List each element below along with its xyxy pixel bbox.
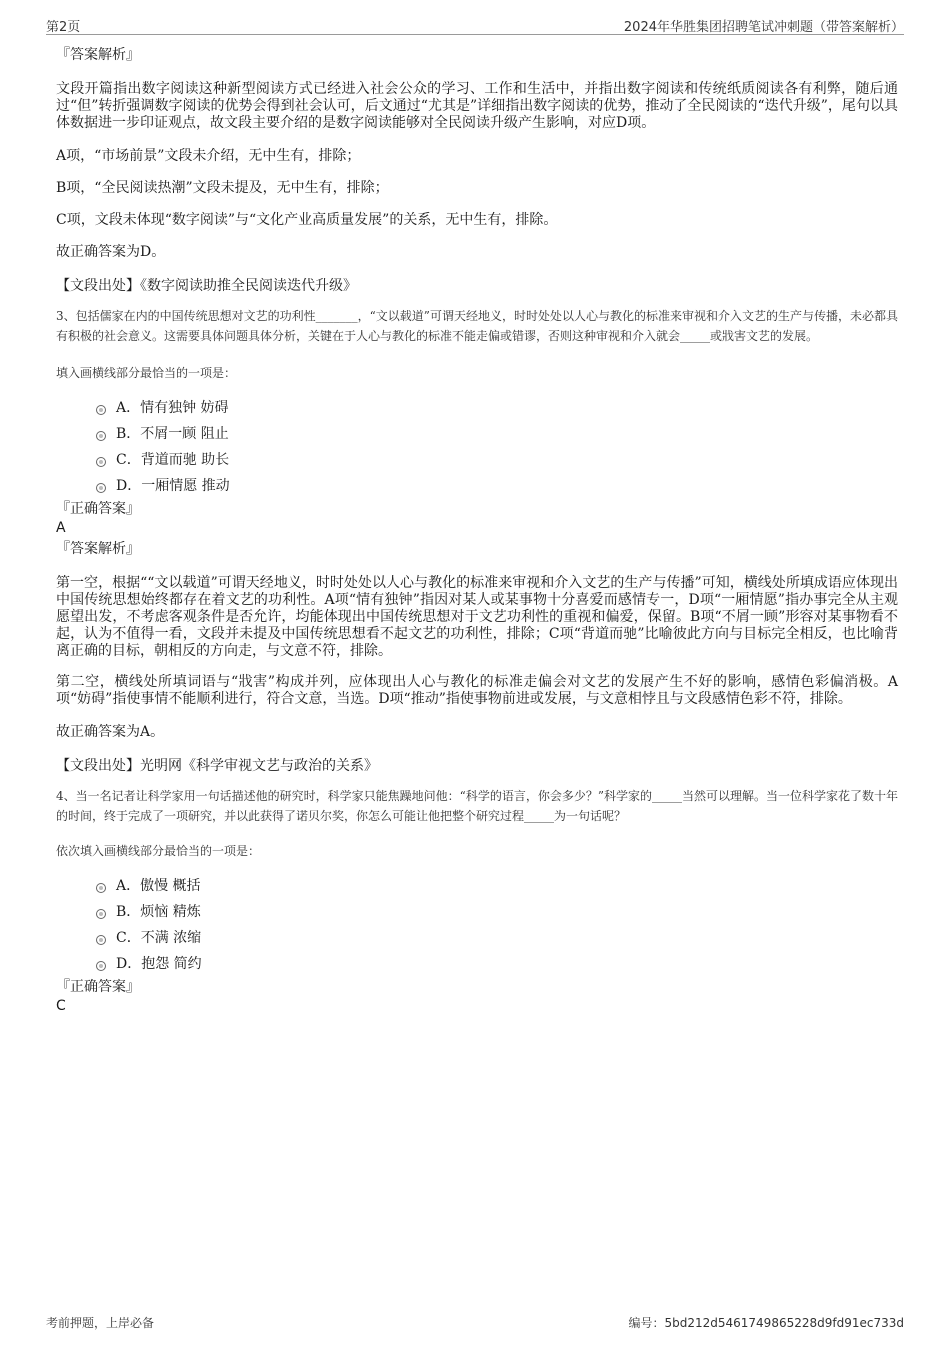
option-label: D．抱怨 简约 — [116, 956, 202, 972]
radio-icon[interactable] — [96, 431, 106, 441]
correct-answer: C — [56, 998, 66, 1014]
option-label: C．不满 浓缩 — [116, 930, 202, 946]
analysis-paragraph: 文段开篇指出数字阅读这种新型阅读方式已经进入社会公众的学习、工作和生活中，并指出数字阅读和传统纸质阅读各有利弊，随后通过“但”转折强调数字阅读的优势会得到社会认可，后文通过“尤其是”详细指出数字阅读的优势，推动了全民阅读的“迭代升级”，尾句以具体数据进一步印证观点，故文段主要介绍的是数字阅读能够对全民阅读升级产生影响，对应D项。 — [56, 81, 898, 131]
option-c[interactable] — [96, 925, 898, 951]
option-label: A．情有独钟 妨碍 — [116, 400, 229, 416]
radio-icon[interactable] — [96, 483, 106, 493]
radio-icon[interactable] — [96, 935, 106, 945]
page-content — [56, 45, 898, 1015]
option-label: A．傲慢 概括 — [116, 878, 201, 894]
option-c[interactable] — [96, 447, 898, 473]
option-d[interactable] — [96, 951, 898, 977]
option-d[interactable] — [96, 473, 898, 499]
option-label: B．烦恼 精炼 — [116, 904, 201, 920]
radio-icon[interactable] — [96, 883, 106, 893]
option-b[interactable] — [96, 421, 898, 447]
passage-source: 【文段出处】《数字阅读助推全民阅读迭代升级》 — [56, 278, 357, 294]
analysis-option-c: C项，文段未体现“数字阅读”与“文化产业高质量发展”的关系，无中生有，排除。 — [56, 212, 558, 228]
analysis-option-b: B项，“全民阅读热潮”文段未提及，无中生有，排除； — [56, 180, 389, 196]
radio-icon[interactable] — [96, 457, 106, 467]
analysis-conclusion: 故正确答案为A。 — [56, 724, 165, 740]
option-label: C．背道而驰 助长 — [116, 452, 230, 468]
analysis-option-a: A项，“市场前景”文段未介绍，无中生有，排除； — [56, 148, 361, 164]
document-title: 2024年华胜集团招聘笔试冲刺题（带答案解析） — [623, 20, 904, 35]
question-4-options — [56, 873, 898, 977]
footer-slogan: 考前押题，上岸必备 — [46, 1316, 155, 1330]
question-3-instruction: 填入画横线部分最恰当的一项是： — [56, 366, 237, 380]
analysis-tag: 『答案解析』 — [56, 47, 140, 63]
correct-answer: A — [56, 520, 66, 536]
passage-source: 【文段出处】光明网《科学审视文艺与政治的关系》 — [56, 758, 378, 774]
question-3-text: 3、包括儒家在内的中国传统思想对文艺的功利性_______，“文以载道”可谓天经地义，时时处处以人心与教化的标准来审视和介入文艺的生产与传播，未必都具有积极的社会意义。这需要具体问题具体分析，关键在于人心与教化的标准不能走偏或错谬，否则这种审视和介入就会_____或戕害文艺的发展。 — [56, 309, 898, 343]
option-a[interactable] — [96, 873, 898, 899]
question-4-text: 4、当一名记者让科学家用一句话描述他的研究时，科学家只能焦躁地问他：“科学的语言，你会多少？”科学家的_____当然可以理解。当一位科学家花了数十年的时间，终于完成了一项研究，并以此获得了诺贝尔奖，你怎么可能让他把整个研究过程_____为一句话呢？ — [56, 789, 898, 823]
analysis-paragraph-1: 第一空，根据““文以载道”可谓天经地义，时时处处以人心与教化的标准来审视和介入文艺的生产与传播”可知，横线处所填成语应体现出中国传统思想始终都存在着文艺的功利性。A项“情有独钟”指因对某人或某事物十分喜爱而感情专一，D项“一厢情愿”指办事完全从主观愿望出发，不考虑客观条件是否允许，均能体现出中国传统思想对于文艺功利性的重视和偏爱，保留。B项“不屑一顾”形容对某事物看不起，认为不值得一看，文段并未提及中国传统思想看不起文艺的功利性，排除；C项“背道而驰”比喻彼此方向与目标完全相反，也比喻背离正确的目标，朝相反的方向走，与文意不符，排除。 — [56, 575, 898, 659]
page-number: 第2页 — [46, 20, 81, 35]
correct-answer-tag: 『正确答案』 — [56, 979, 140, 995]
option-b[interactable] — [96, 899, 898, 925]
option-label: B．不屑一顾 阻止 — [116, 426, 229, 442]
analysis-tag: 『答案解析』 — [56, 541, 140, 557]
analysis-paragraph-2: 第二空，横线处所填词语与“戕害”构成并列，应体现出人心与教化的标准走偏会对文艺的发展产生不好的影响，感情色彩偏消极。A项“妨碍”指使事情不能顺利进行，符合文意，当选。D项“推动”指使事物前进或发展，与文意相悖且与文段感情色彩不符，排除。 — [56, 674, 898, 707]
question-4-instruction: 依次填入画横线部分最恰当的一项是： — [56, 844, 261, 858]
radio-icon[interactable] — [96, 405, 106, 415]
page-footer — [46, 1312, 904, 1332]
document-id: 编号：5bd212d5461749865228d9fd91ec733d — [628, 1316, 904, 1330]
radio-icon[interactable] — [96, 961, 106, 971]
page-header — [46, 14, 904, 35]
question-3-options — [56, 395, 898, 499]
analysis-conclusion: 故正确答案为D。 — [56, 244, 166, 260]
correct-answer-tag: 『正确答案』 — [56, 501, 140, 517]
option-a[interactable] — [96, 395, 898, 421]
radio-icon[interactable] — [96, 909, 106, 919]
option-label: D．一厢情愿 推动 — [116, 478, 230, 494]
